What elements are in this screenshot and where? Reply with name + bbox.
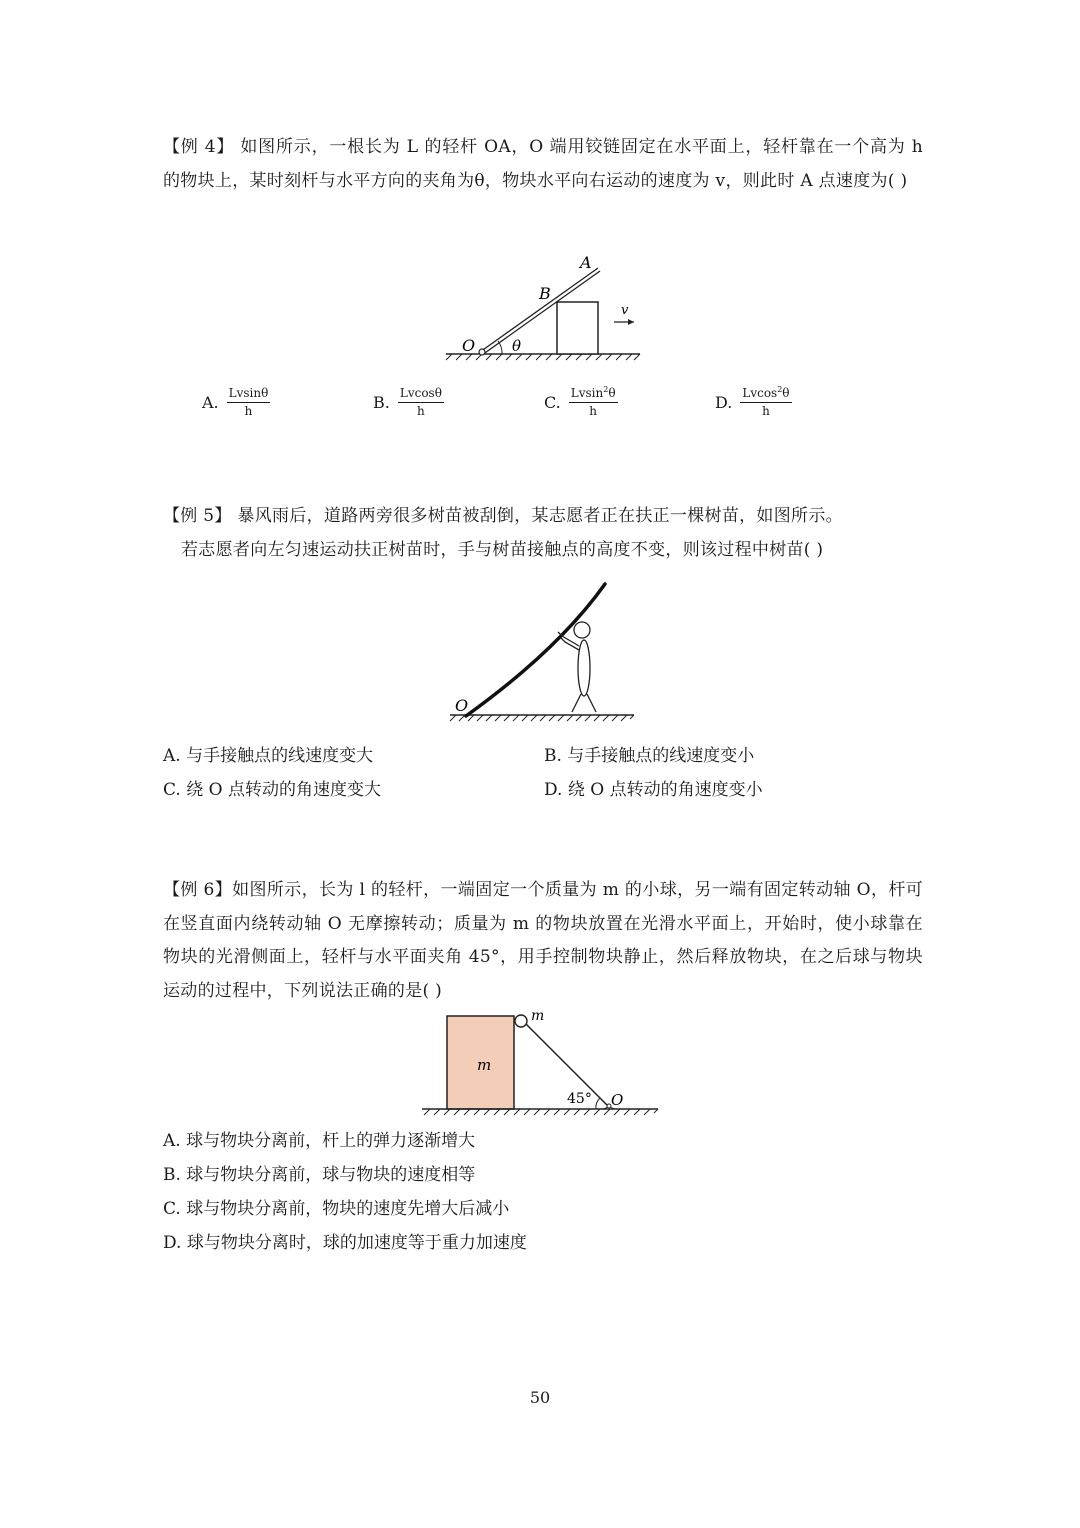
example-6-question: [163, 874, 923, 1008]
example-5-option-c[interactable]: C. 绕 O 点转动的角速度变大: [163, 780, 381, 800]
example-4-figure: [440, 248, 650, 368]
example-6-option-a[interactable]: A. 球与物块分离前，杆上的弹力逐渐增大: [163, 1131, 476, 1151]
example-5-option-d[interactable]: D. 绕 O 点转动的角速度变小: [544, 780, 763, 800]
label-o: O: [611, 1091, 624, 1109]
example-5-figure: [448, 580, 638, 725]
example-6-option-c[interactable]: C. 球与物块分离前，物块的速度先增大后减小: [163, 1199, 510, 1219]
rod: [522, 1020, 609, 1107]
example-4-option-a[interactable]: A. $\frac{Lvsin\theta}{h}$: [202, 386, 269, 418]
example-5-question: [163, 500, 923, 567]
label-o: O: [455, 696, 469, 715]
example-6-option-b[interactable]: B. 球与物块分离前，球与物块的速度相等: [163, 1165, 476, 1185]
example-5-option-b[interactable]: B. 与手接触点的线速度变小: [544, 746, 755, 766]
example-5-option-a[interactable]: A. 与手接触点的线速度变大: [163, 746, 374, 766]
label-block-m: m: [477, 1056, 492, 1074]
example-5-line-1: 【例 5】 暴风雨后，道路两旁很多树苗被刮倒，某志愿者正在扶正一棵树苗，如图所示。: [163, 506, 843, 526]
example-4-option-c[interactable]: C. $\frac{Lvsin^2\theta}{h}$: [544, 385, 616, 418]
example-5-line-2: 若志愿者向左匀速运动扶正树苗时，手与树苗接触点的高度不变，则该过程中树苗( ): [181, 539, 824, 560]
label-v: v: [621, 303, 629, 318]
label-a: A: [580, 253, 592, 272]
example-6-text: 【例 6】如图所示，长为 l 的轻杆，一端固定一个质量为 m 的小球，另一端有固定转动轴 O，杆可在竖直面内绕转动轴 O 无摩擦转动；质量为 m 的物块放置在光滑水平面上，开始时，使小球靠在物块的光滑侧面上，轻杆与水平面夹角 45°，用手控制物块静止，然后释放物块，在之后球与物块运动的过程中，下列说法正确的是( ): [163, 880, 923, 1001]
example-4-option-b[interactable]: B. $\frac{Lvcos\theta}{h}$: [373, 386, 442, 418]
label-angle: 45°: [567, 1091, 592, 1107]
label-ball-m: m: [531, 1008, 545, 1024]
page-number: 50: [529, 1388, 551, 1407]
fraction: $\frac{Lvsin\theta}{h}$: [228, 386, 269, 418]
block: [557, 302, 598, 354]
ball: [515, 1015, 527, 1027]
label-b: B: [539, 284, 551, 303]
label-o: O: [462, 336, 476, 355]
fraction: $\frac{Lvcos\theta}{h}$: [399, 386, 442, 418]
label-theta: θ: [512, 337, 522, 355]
example-4-question: [163, 131, 923, 198]
example-6-figure: [420, 1010, 665, 1120]
fraction: $\frac{Lvcos^2\theta}{h}$: [742, 385, 790, 418]
example-4-option-d[interactable]: D. $\frac{Lvcos^2\theta}{h}$: [715, 385, 790, 418]
example-6-option-d[interactable]: D. 球与物块分离时，球的加速度等于重力加速度: [163, 1233, 527, 1253]
example-4-text: 【例 4】 如图所示，一根长为 L 的轻杆 OA，O 端用铰链固定在水平面上，轻杆靠在一个高为 h 的物块上，某时刻杆与水平方向的夹角为θ，物块水平向右运动的速度为 v，则此时 A 点速度为( ): [163, 137, 923, 191]
fraction: $\frac{Lvsin^2\theta}{h}$: [570, 385, 616, 418]
